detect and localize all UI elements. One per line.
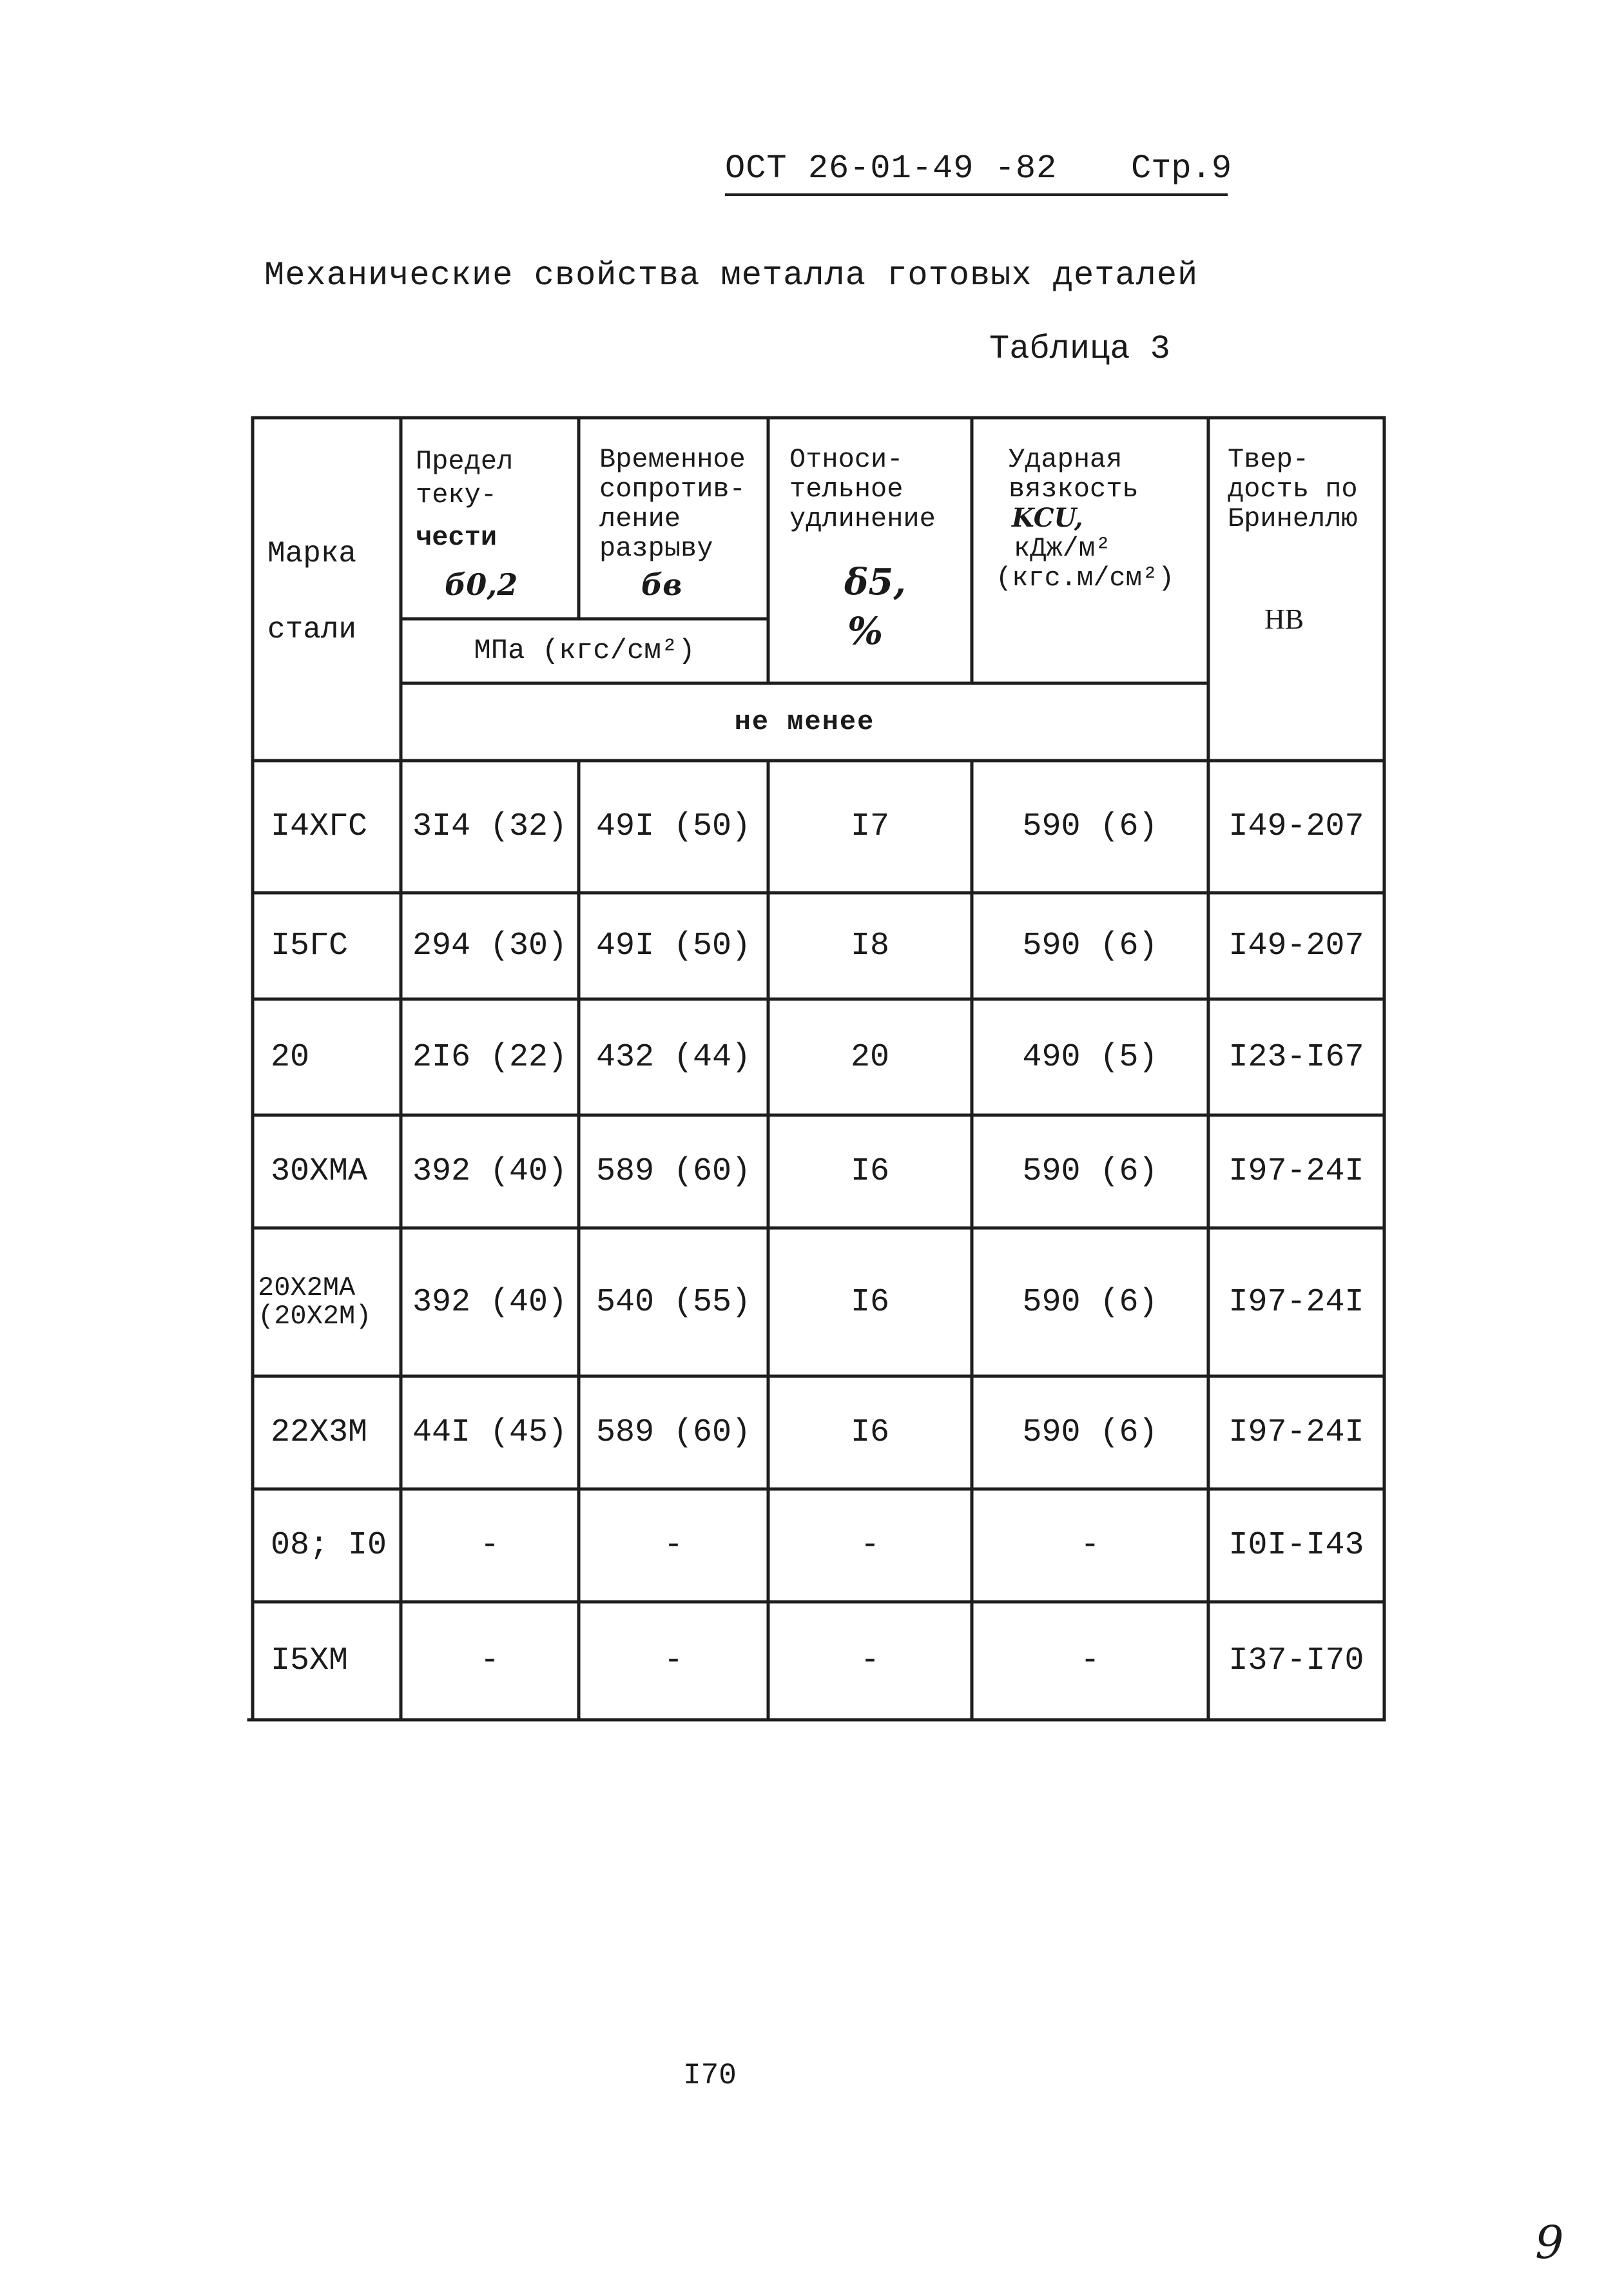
cell-tensile: - bbox=[663, 1527, 683, 1564]
header-elongation-line-1: Относи- bbox=[789, 444, 904, 475]
cell-hardness: I97-24I bbox=[1228, 1283, 1364, 1321]
cell-grade: 08; I0 bbox=[271, 1527, 387, 1564]
min-row: не менее bbox=[734, 706, 875, 737]
cell-grade: I5ГС bbox=[271, 928, 349, 964]
cell-elongation: 20 bbox=[850, 1038, 889, 1076]
cell-elongation: I6 bbox=[850, 1153, 889, 1190]
cell-hardness: I37-I70 bbox=[1228, 1642, 1364, 1679]
cell-impact: 490 (5) bbox=[1022, 1038, 1158, 1076]
cell-yield: 44I (45) bbox=[412, 1414, 568, 1451]
cell-yield: - bbox=[479, 1642, 499, 1679]
cell-hardness: I23-I67 bbox=[1228, 1038, 1364, 1076]
cell-impact: 590 (6) bbox=[1022, 1414, 1158, 1451]
cell-grade-line: 20Х2МА bbox=[258, 1272, 356, 1303]
cell-yield: 392 (40) bbox=[412, 1153, 568, 1190]
cell-elongation: I6 bbox=[850, 1414, 889, 1451]
cell-elongation: I6 bbox=[850, 1283, 889, 1321]
header-elongation-line-2: тельное bbox=[789, 474, 904, 505]
handwritten-page-number: 9 bbox=[1535, 2216, 1564, 2269]
cell-elongation: - bbox=[860, 1642, 880, 1679]
impact-symbol: KCU, bbox=[1012, 503, 1083, 533]
cell-yield: 294 (30) bbox=[412, 928, 568, 964]
header-impact-units bbox=[996, 534, 1174, 593]
cell-grade: I4ХГС bbox=[271, 808, 368, 845]
cell-hardness: I0I-I43 bbox=[1228, 1527, 1364, 1564]
cell-grade: 22Х3М bbox=[271, 1414, 368, 1451]
header-tensile bbox=[599, 445, 746, 563]
cell-grade: 30ХМА bbox=[271, 1153, 368, 1190]
cell-elongation: I8 bbox=[850, 928, 889, 964]
header-impact-line-1: Ударная bbox=[1009, 444, 1123, 475]
page-label: Стр.9 bbox=[1131, 150, 1232, 188]
page-number: I70 bbox=[683, 2059, 737, 2092]
cell-tensile: - bbox=[663, 1642, 683, 1679]
header-hardness bbox=[1228, 445, 1358, 534]
cell-hardness: I97-24I bbox=[1228, 1414, 1364, 1451]
cell-hardness: I49-207 bbox=[1228, 808, 1364, 845]
cell-hardness: I49-207 bbox=[1228, 928, 1364, 964]
cell-tensile: 432 (44) bbox=[595, 1038, 751, 1076]
cell-yield: 3I4 (32) bbox=[412, 808, 568, 845]
cell-tensile: 589 (60) bbox=[595, 1153, 751, 1190]
header-tensile-line-2: сопротив- bbox=[599, 474, 746, 505]
header-yield bbox=[416, 445, 513, 554]
cell-grade: I5ХМ bbox=[271, 1642, 349, 1679]
elongation-symbol: δ5, bbox=[844, 561, 906, 603]
header-impact-line-2: вязкость bbox=[1009, 474, 1139, 505]
document-title: Механические свойства металла готовых деталей bbox=[264, 257, 1199, 295]
header-yield-line-3: чести bbox=[416, 522, 498, 553]
header-tensile-line-1: Временное bbox=[599, 444, 746, 475]
cell-hardness: I97-24I bbox=[1228, 1153, 1364, 1190]
yield-symbol: б0,2 bbox=[445, 567, 518, 602]
cell-yield: 2I6 (22) bbox=[412, 1038, 568, 1076]
cell-yield: 392 (40) bbox=[412, 1283, 568, 1321]
header-grade-line-1: Марка bbox=[267, 537, 357, 570]
table-caption: Таблица 3 bbox=[989, 330, 1170, 368]
cell-tensile: 49I (50) bbox=[595, 808, 751, 845]
cell-grade: 20 bbox=[271, 1038, 310, 1076]
header-hardness-line-1: Твер- bbox=[1228, 444, 1310, 475]
cell-elongation: - bbox=[860, 1527, 880, 1564]
impact-unit-kgs: (кгс.м/см²) bbox=[996, 563, 1175, 594]
header-yield-line-2: теку- bbox=[416, 480, 498, 511]
cell-impact: 590 (6) bbox=[1022, 1153, 1158, 1190]
elongation-unit: % bbox=[847, 609, 884, 653]
cell-grade bbox=[253, 1228, 401, 1376]
header-tensile-line-3: ление bbox=[599, 503, 681, 534]
header-elongation bbox=[789, 445, 936, 534]
header-grade bbox=[267, 516, 356, 668]
cell-grade-line: (20Х2М) bbox=[258, 1301, 372, 1332]
cell-impact: 590 (6) bbox=[1022, 808, 1158, 845]
cell-impact: - bbox=[1080, 1642, 1100, 1679]
hardness-symbol: НВ bbox=[1264, 603, 1304, 635]
cell-yield: - bbox=[479, 1527, 499, 1564]
header-hardness-line-2: дость по bbox=[1228, 474, 1358, 505]
cell-impact: 590 (6) bbox=[1022, 1283, 1158, 1321]
cell-impact: 590 (6) bbox=[1022, 928, 1158, 964]
header-grade-line-2: стали bbox=[267, 613, 357, 647]
document-code: ОСТ 26-01-49 -82 bbox=[725, 150, 1058, 188]
tensile-symbol: бв bbox=[641, 567, 682, 602]
cell-tensile: 49I (50) bbox=[595, 928, 751, 964]
header-impact bbox=[1009, 445, 1139, 504]
cell-tensile: 589 (60) bbox=[595, 1414, 751, 1451]
impact-unit-si: кДж/м² bbox=[1014, 533, 1112, 564]
cell-impact: - bbox=[1080, 1527, 1100, 1564]
header-tensile-line-4: разрыву bbox=[599, 533, 713, 564]
unit-row: МПа (кгс/см²) bbox=[474, 635, 695, 667]
header-hardness-line-3: Бринеллю bbox=[1228, 503, 1358, 534]
header-elongation-line-3: удлинение bbox=[789, 503, 936, 534]
cell-elongation: I7 bbox=[850, 808, 889, 845]
cell-tensile: 540 (55) bbox=[595, 1283, 751, 1321]
header-yield-line-1: Предел bbox=[416, 446, 514, 477]
